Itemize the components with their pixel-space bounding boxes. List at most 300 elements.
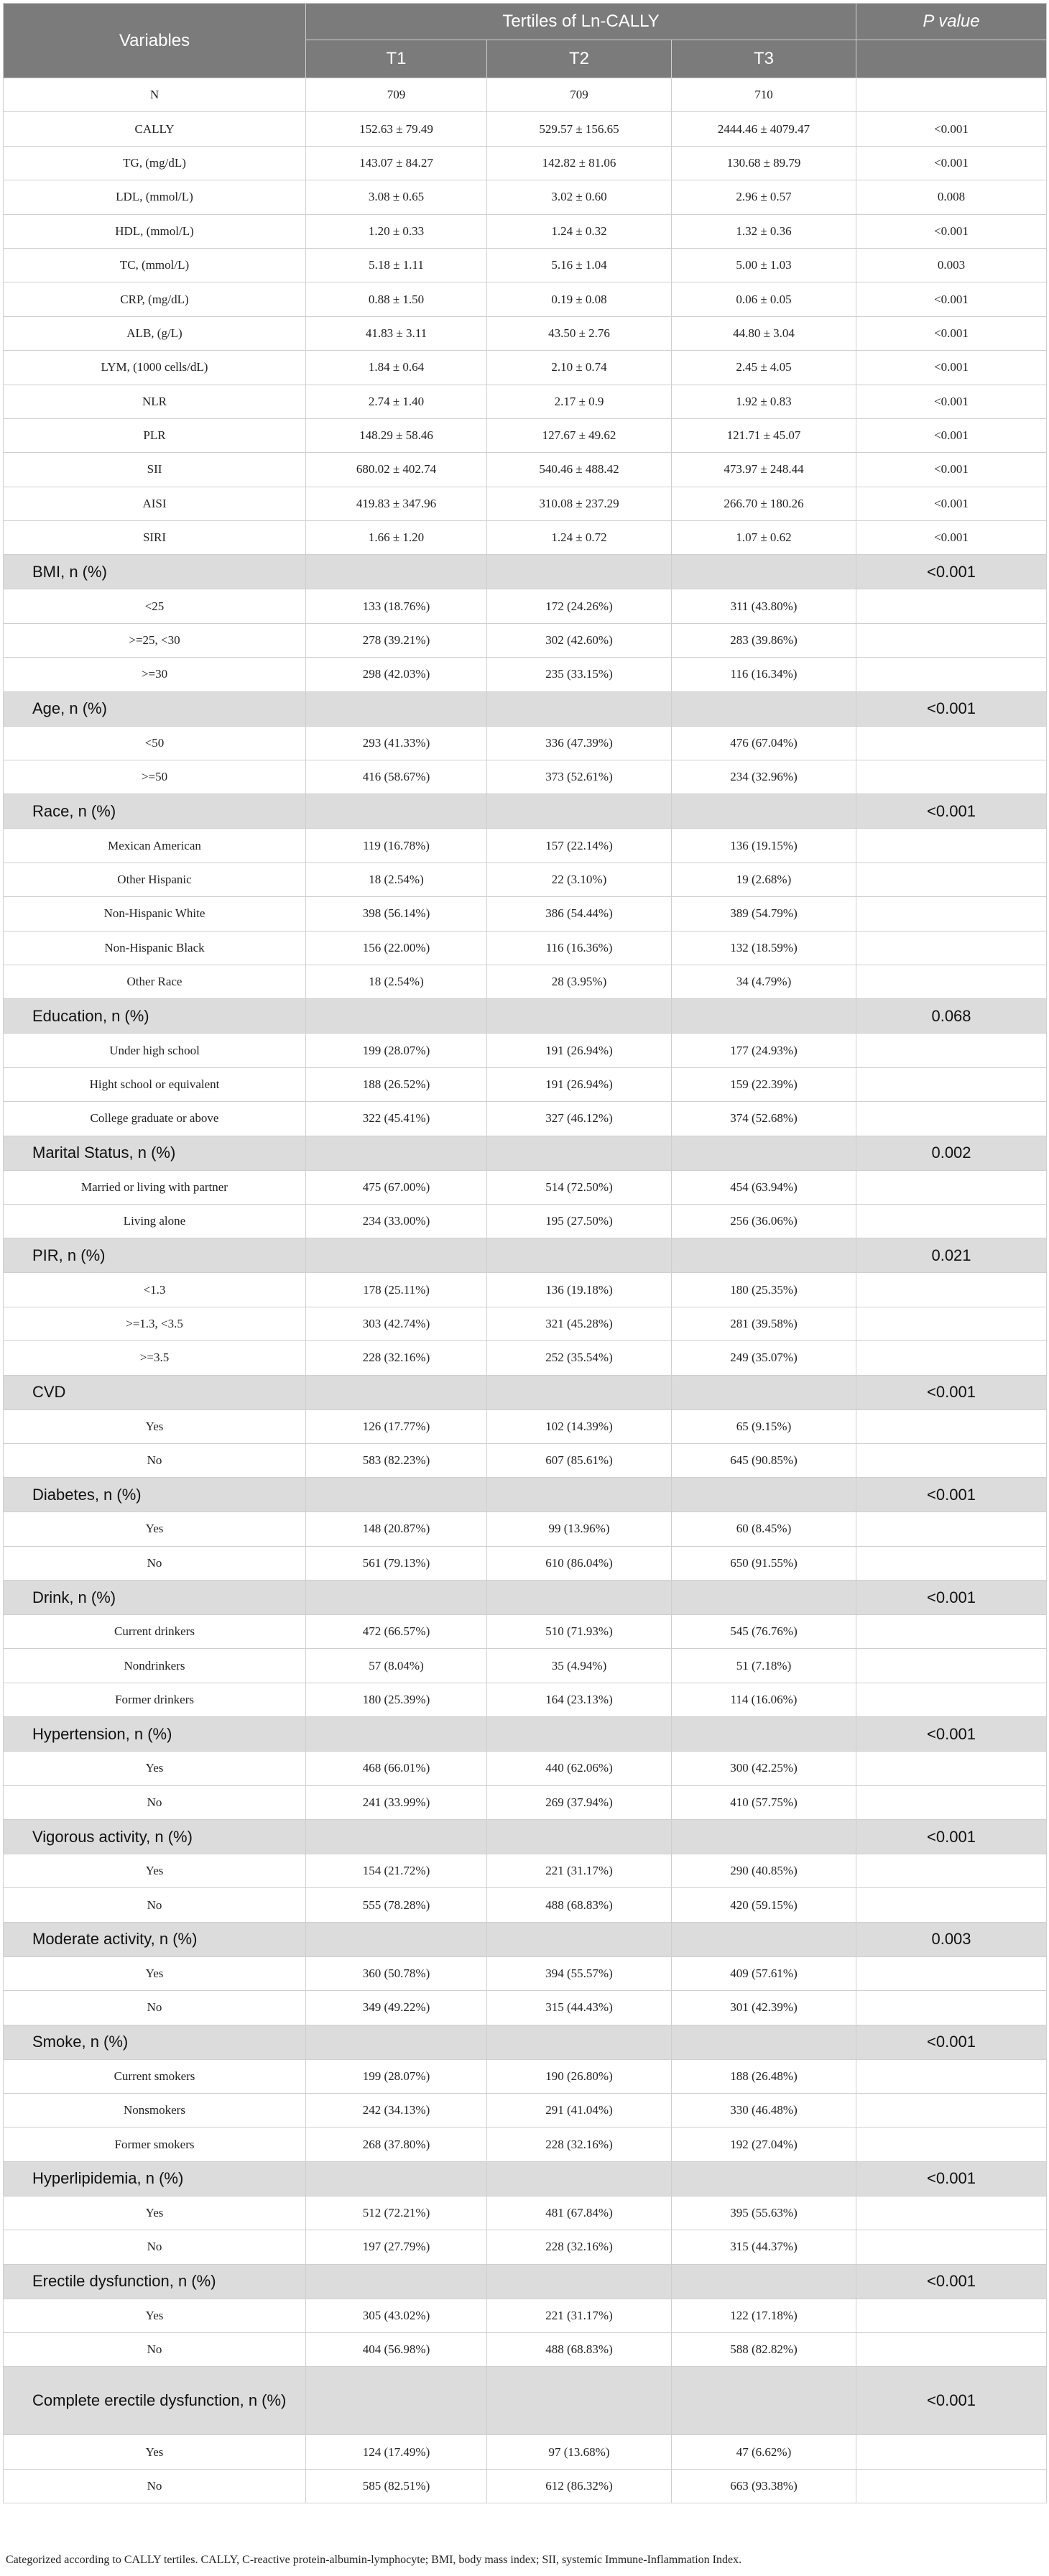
table-row	[4, 760, 1047, 794]
cell-p-value	[856, 1512, 1047, 1546]
cell-t3: 188 (26.48%)	[672, 2059, 856, 2093]
table-row	[4, 726, 1047, 760]
cell-t1: 0.88 ± 1.50	[306, 282, 487, 316]
table-row	[4, 1991, 1047, 2025]
row-label: Former smokers	[4, 2128, 306, 2161]
cell-t2: 540.46 ± 488.42	[487, 453, 672, 487]
cell-t1: 18 (2.54%)	[306, 965, 487, 998]
cell-t1: 305 (43.02%)	[306, 2299, 487, 2332]
row-label: CRP, (mg/dL)	[4, 282, 306, 316]
row-label: No	[4, 2469, 306, 2503]
row-label: HDL, (mmol/L)	[4, 214, 306, 248]
cell-t1: 57 (8.04%)	[306, 1649, 487, 1683]
category-p-value: <0.001	[856, 1375, 1047, 1409]
category-empty-t2	[487, 691, 672, 726]
category-empty-t3	[672, 1717, 856, 1752]
cell-t3: 177 (24.93%)	[672, 1034, 856, 1067]
cell-t2: 440 (62.06%)	[487, 1752, 672, 1785]
cell-t1: 680.02 ± 402.74	[306, 453, 487, 487]
table-row	[4, 2299, 1047, 2332]
category-empty-t2	[487, 1375, 672, 1409]
table-row	[4, 487, 1047, 520]
cell-t3: 1.92 ± 0.83	[672, 385, 856, 418]
category-row	[4, 1238, 1047, 1273]
cell-p-value	[856, 829, 1047, 862]
cell-p-value	[856, 2332, 1047, 2366]
cell-p-value: <0.001	[856, 351, 1047, 385]
cell-p-value: 0.008	[856, 180, 1047, 214]
category-empty-t3	[672, 2161, 856, 2196]
category-p-value: <0.001	[856, 2161, 1047, 2196]
row-label: Living alone	[4, 1204, 306, 1238]
row-label: CALLY	[4, 112, 306, 146]
category-empty-t1	[306, 691, 487, 726]
cell-t2: 610 (86.04%)	[487, 1546, 672, 1580]
cell-t1: 404 (56.98%)	[306, 2332, 487, 2366]
cell-t1: 709	[306, 78, 487, 112]
table-row	[4, 1443, 1047, 1477]
cell-p-value	[856, 1649, 1047, 1683]
table-row	[4, 1102, 1047, 1136]
cell-p-value: <0.001	[856, 453, 1047, 487]
cell-p-value	[856, 1067, 1047, 1101]
row-label: Yes	[4, 2435, 306, 2469]
cell-t2: 142.82 ± 81.06	[487, 146, 672, 180]
cell-t2: 191 (26.94%)	[487, 1067, 672, 1101]
cell-t2: 315 (44.43%)	[487, 1991, 672, 2025]
table-row	[4, 418, 1047, 452]
table-row	[4, 862, 1047, 896]
cell-p-value	[856, 897, 1047, 931]
row-label: No	[4, 2230, 306, 2264]
category-p-value: <0.001	[856, 2264, 1047, 2299]
row-label: >=3.5	[4, 1341, 306, 1375]
cell-t1: 360 (50.78%)	[306, 1956, 487, 1990]
category-p-value: <0.001	[856, 691, 1047, 726]
table-row	[4, 2469, 1047, 2503]
cell-t1: 398 (56.14%)	[306, 897, 487, 931]
cell-t2: 127.67 ± 49.62	[487, 418, 672, 452]
cell-t3: 300 (42.25%)	[672, 1752, 856, 1785]
cell-t3: 256 (36.06%)	[672, 1204, 856, 1238]
category-empty-t1	[306, 2367, 487, 2435]
cell-t2: 35 (4.94%)	[487, 1649, 672, 1683]
category-label: Complete erectile dysfunction, n (%)	[4, 2367, 306, 2435]
category-label: Drink, n (%)	[4, 1581, 306, 1615]
cell-t1: 188 (26.52%)	[306, 1067, 487, 1101]
cell-t3: 2.45 ± 4.05	[672, 351, 856, 385]
cell-p-value	[856, 1888, 1047, 1922]
header-t3: T3	[672, 40, 856, 78]
cell-t2: 510 (71.93%)	[487, 1615, 672, 1649]
row-label: PLR	[4, 418, 306, 452]
cell-p-value	[856, 1102, 1047, 1136]
cell-t2: 43.50 ± 2.76	[487, 316, 672, 350]
cell-p-value	[856, 2196, 1047, 2230]
cell-p-value	[856, 1170, 1047, 1204]
category-empty-t1	[306, 1136, 487, 1170]
row-label: ALB, (g/L)	[4, 316, 306, 350]
cell-t1: 199 (28.07%)	[306, 1034, 487, 1067]
cell-p-value	[856, 1785, 1047, 1819]
table-row	[4, 1888, 1047, 1922]
cell-t3: 281 (39.58%)	[672, 1307, 856, 1340]
category-empty-t1	[306, 1717, 487, 1752]
cell-p-value: <0.001	[856, 112, 1047, 146]
category-empty-t2	[487, 1581, 672, 1615]
cell-t3: 51 (7.18%)	[672, 1649, 856, 1683]
row-label: Yes	[4, 1512, 306, 1546]
cell-t1: 268 (37.80%)	[306, 2128, 487, 2161]
cell-t3: 374 (52.68%)	[672, 1102, 856, 1136]
table-row	[4, 1170, 1047, 1204]
category-empty-t2	[487, 1478, 672, 1512]
cell-t2: 228 (32.16%)	[487, 2128, 672, 2161]
cell-t2: 310.08 ± 237.29	[487, 487, 672, 520]
cell-t1: 298 (42.03%)	[306, 658, 487, 691]
table-container	[3, 3, 1046, 2503]
cell-p-value: <0.001	[856, 282, 1047, 316]
cell-t3: 65 (9.15%)	[672, 1409, 856, 1443]
row-label: No	[4, 1785, 306, 1819]
table-row	[4, 1649, 1047, 1683]
header-variables: Variables	[4, 4, 306, 78]
cell-t2: 529.57 ± 156.65	[487, 112, 672, 146]
table-row	[4, 180, 1047, 214]
category-p-value: 0.002	[856, 1136, 1047, 1170]
cell-t2: 191 (26.94%)	[487, 1034, 672, 1067]
category-p-value: 0.003	[856, 1922, 1047, 1956]
table-row	[4, 1034, 1047, 1067]
row-label: Current drinkers	[4, 1615, 306, 1649]
category-p-value: <0.001	[856, 1581, 1047, 1615]
cell-t3: 710	[672, 78, 856, 112]
cell-p-value	[856, 1443, 1047, 1477]
row-label: Nondrinkers	[4, 1649, 306, 1683]
table-row	[4, 2059, 1047, 2093]
cell-p-value	[856, 1204, 1047, 1238]
footnote: Categorized according to CALLY tertiles. CALLY, C-reactive protein-albumin-lymphocyte; BMI, body mass index; SII, systemic Immune-Inflammation Index.	[6, 2554, 742, 2566]
cell-t1: 585 (82.51%)	[306, 2469, 487, 2503]
table-row	[4, 965, 1047, 998]
cell-t1: 512 (72.21%)	[306, 2196, 487, 2230]
cell-t1: 148 (20.87%)	[306, 1512, 487, 1546]
cell-t2: 2.17 ± 0.9	[487, 385, 672, 418]
cell-t1: 349 (49.22%)	[306, 1991, 487, 2025]
table-row	[4, 2128, 1047, 2161]
table-row	[4, 931, 1047, 965]
cell-t1: 2.74 ± 1.40	[306, 385, 487, 418]
cell-p-value	[856, 2230, 1047, 2264]
table-row	[4, 2093, 1047, 2127]
cell-p-value	[856, 2093, 1047, 2127]
cell-t1: 119 (16.78%)	[306, 829, 487, 862]
table-row	[4, 521, 1047, 555]
cell-t1: 322 (45.41%)	[306, 1102, 487, 1136]
category-p-value: <0.001	[856, 555, 1047, 589]
cell-t2: 321 (45.28%)	[487, 1307, 672, 1340]
cell-t2: 136 (19.18%)	[487, 1273, 672, 1307]
row-label: TC, (mmol/L)	[4, 248, 306, 282]
cell-t1: 152.63 ± 79.49	[306, 112, 487, 146]
category-empty-t2	[487, 1922, 672, 1956]
row-label: Yes	[4, 2299, 306, 2332]
cell-t3: 330 (46.48%)	[672, 2093, 856, 2127]
cell-p-value: <0.001	[856, 418, 1047, 452]
category-label: BMI, n (%)	[4, 555, 306, 589]
row-label: Mexican American	[4, 829, 306, 862]
category-row	[4, 1717, 1047, 1752]
table-row	[4, 1512, 1047, 1546]
cell-t3: 44.80 ± 3.04	[672, 316, 856, 350]
category-empty-t3	[672, 1478, 856, 1512]
cell-t1: 1.66 ± 1.20	[306, 521, 487, 555]
category-row	[4, 1581, 1047, 1615]
cell-p-value	[856, 1307, 1047, 1340]
category-empty-t1	[306, 1581, 487, 1615]
cell-t3: 409 (57.61%)	[672, 1956, 856, 1990]
cell-t2: 99 (13.96%)	[487, 1512, 672, 1546]
cell-t2: 221 (31.17%)	[487, 1854, 672, 1888]
row-label: Hight school or equivalent	[4, 1067, 306, 1101]
category-empty-t3	[672, 794, 856, 829]
cell-p-value: <0.001	[856, 146, 1047, 180]
cell-t3: 420 (59.15%)	[672, 1888, 856, 1922]
cell-t2: 612 (86.32%)	[487, 2469, 672, 2503]
cell-t2: 164 (23.13%)	[487, 1683, 672, 1716]
row-label: Current smokers	[4, 2059, 306, 2093]
cell-t1: 124 (17.49%)	[306, 2435, 487, 2469]
row-label: >=25, <30	[4, 623, 306, 657]
category-empty-t1	[306, 1820, 487, 1854]
cell-t2: 488 (68.83%)	[487, 1888, 672, 1922]
cell-p-value: <0.001	[856, 214, 1047, 248]
cell-t1: 41.83 ± 3.11	[306, 316, 487, 350]
table-row	[4, 897, 1047, 931]
category-empty-t1	[306, 1478, 487, 1512]
category-empty-t1	[306, 2264, 487, 2299]
cell-t2: 481 (67.84%)	[487, 2196, 672, 2230]
row-label: No	[4, 1888, 306, 1922]
category-label: Diabetes, n (%)	[4, 1478, 306, 1512]
cell-p-value	[856, 2469, 1047, 2503]
cell-t3: 234 (32.96%)	[672, 760, 856, 794]
cell-t3: 0.06 ± 0.05	[672, 282, 856, 316]
cell-t2: 190 (26.80%)	[487, 2059, 672, 2093]
category-label: PIR, n (%)	[4, 1238, 306, 1273]
cell-t1: 228 (32.16%)	[306, 1341, 487, 1375]
category-empty-t3	[672, 2025, 856, 2059]
cell-t2: 195 (27.50%)	[487, 1204, 672, 1238]
table-row	[4, 1785, 1047, 1819]
table-row	[4, 1956, 1047, 1990]
category-empty-t1	[306, 1922, 487, 1956]
cell-t3: 663 (93.38%)	[672, 2469, 856, 2503]
cell-t2: 386 (54.44%)	[487, 897, 672, 931]
cell-t1: 475 (67.00%)	[306, 1170, 487, 1204]
table-row	[4, 829, 1047, 862]
row-label: No	[4, 1991, 306, 2025]
cell-t2: 221 (31.17%)	[487, 2299, 672, 2332]
cell-t3: 116 (16.34%)	[672, 658, 856, 691]
category-row	[4, 2161, 1047, 2196]
row-label: >=1.3, <3.5	[4, 1307, 306, 1340]
table-row	[4, 78, 1047, 112]
table-row	[4, 112, 1047, 146]
cell-p-value	[856, 2299, 1047, 2332]
cell-t2: 1.24 ± 0.32	[487, 214, 672, 248]
row-label: SIRI	[4, 521, 306, 555]
cell-t3: 645 (90.85%)	[672, 1443, 856, 1477]
category-empty-t2	[487, 2161, 672, 2196]
cell-t1: 1.84 ± 0.64	[306, 351, 487, 385]
cell-p-value	[856, 965, 1047, 998]
table-header	[4, 4, 1047, 78]
cell-t3: 47 (6.62%)	[672, 2435, 856, 2469]
cell-t3: 122 (17.18%)	[672, 2299, 856, 2332]
cell-t1: 18 (2.54%)	[306, 862, 487, 896]
cell-t1: 303 (42.74%)	[306, 1307, 487, 1340]
cell-p-value: <0.001	[856, 316, 1047, 350]
category-p-value: <0.001	[856, 794, 1047, 829]
cell-t2: 2.10 ± 0.74	[487, 351, 672, 385]
cell-t3: 389 (54.79%)	[672, 897, 856, 931]
cell-p-value	[856, 1956, 1047, 1990]
cell-t1: 148.29 ± 58.46	[306, 418, 487, 452]
table-row	[4, 453, 1047, 487]
table-row	[4, 385, 1047, 418]
cell-t2: 235 (33.15%)	[487, 658, 672, 691]
cell-t2: 488 (68.83%)	[487, 2332, 672, 2366]
header-empty-cell	[856, 40, 1047, 78]
cell-t3: 454 (63.94%)	[672, 1170, 856, 1204]
category-empty-t3	[672, 555, 856, 589]
category-empty-t3	[672, 1375, 856, 1409]
category-empty-t1	[306, 2025, 487, 2059]
table-row	[4, 1854, 1047, 1888]
category-empty-t2	[487, 794, 672, 829]
cell-p-value	[856, 1991, 1047, 2025]
cell-p-value	[856, 78, 1047, 112]
cell-t3: 410 (57.75%)	[672, 1785, 856, 1819]
cell-p-value	[856, 2435, 1047, 2469]
cell-t2: 0.19 ± 0.08	[487, 282, 672, 316]
cell-t2: 22 (3.10%)	[487, 862, 672, 896]
cell-t1: 3.08 ± 0.65	[306, 180, 487, 214]
cell-p-value	[856, 1752, 1047, 1785]
table-row	[4, 282, 1047, 316]
row-label: No	[4, 1546, 306, 1580]
table-row	[4, 1546, 1047, 1580]
cell-t1: 472 (66.57%)	[306, 1615, 487, 1649]
cell-t3: 476 (67.04%)	[672, 726, 856, 760]
category-empty-t3	[672, 2264, 856, 2299]
category-empty-t2	[487, 2367, 672, 2435]
cell-t3: 315 (44.37%)	[672, 2230, 856, 2264]
cell-p-value	[856, 2128, 1047, 2161]
cell-t2: 157 (22.14%)	[487, 829, 672, 862]
cell-t2: 1.24 ± 0.72	[487, 521, 672, 555]
cell-t1: 1.20 ± 0.33	[306, 214, 487, 248]
category-p-value: <0.001	[856, 2367, 1047, 2435]
cell-t3: 395 (55.63%)	[672, 2196, 856, 2230]
cell-t1: 197 (27.79%)	[306, 2230, 487, 2264]
cell-t1: 278 (39.21%)	[306, 623, 487, 657]
cell-t2: 514 (72.50%)	[487, 1170, 672, 1204]
category-empty-t3	[672, 691, 856, 726]
row-label: >=30	[4, 658, 306, 691]
cell-t1: 180 (25.39%)	[306, 1683, 487, 1716]
row-label: No	[4, 1443, 306, 1477]
table-row	[4, 2435, 1047, 2469]
table-row	[4, 589, 1047, 623]
cell-t3: 473.97 ± 248.44	[672, 453, 856, 487]
row-label: Non-Hispanic Black	[4, 931, 306, 965]
cell-t2: 291 (41.04%)	[487, 2093, 672, 2127]
table-row	[4, 214, 1047, 248]
category-label: Hyperlipidemia, n (%)	[4, 2161, 306, 2196]
category-row	[4, 2367, 1047, 2435]
cell-p-value: <0.001	[856, 385, 1047, 418]
cell-t3: 311 (43.80%)	[672, 589, 856, 623]
cell-t3: 266.70 ± 180.26	[672, 487, 856, 520]
row-label: N	[4, 78, 306, 112]
cell-t3: 159 (22.39%)	[672, 1067, 856, 1101]
row-label: Other Hispanic	[4, 862, 306, 896]
category-row	[4, 794, 1047, 829]
category-empty-t1	[306, 1238, 487, 1273]
table-row	[4, 623, 1047, 657]
cell-t3: 180 (25.35%)	[672, 1273, 856, 1307]
category-label: Race, n (%)	[4, 794, 306, 829]
cell-t3: 130.68 ± 89.79	[672, 146, 856, 180]
row-label: Yes	[4, 1956, 306, 1990]
cell-t1: 241 (33.99%)	[306, 1785, 487, 1819]
table-row	[4, 1683, 1047, 1716]
category-label: Education, n (%)	[4, 999, 306, 1034]
cell-p-value	[856, 1854, 1047, 1888]
cell-t3: 290 (40.85%)	[672, 1854, 856, 1888]
cell-t1: 178 (25.11%)	[306, 1273, 487, 1307]
category-label: Vigorous activity, n (%)	[4, 1820, 306, 1854]
cell-t3: 545 (76.76%)	[672, 1615, 856, 1649]
category-empty-t3	[672, 1820, 856, 1854]
cell-t2: 3.02 ± 0.60	[487, 180, 672, 214]
category-row	[4, 1136, 1047, 1170]
table-row	[4, 248, 1047, 282]
cell-t1: 154 (21.72%)	[306, 1854, 487, 1888]
cell-t2: 172 (24.26%)	[487, 589, 672, 623]
category-empty-t2	[487, 1820, 672, 1854]
category-empty-t3	[672, 1922, 856, 1956]
cell-t2: 327 (46.12%)	[487, 1102, 672, 1136]
category-empty-t2	[487, 999, 672, 1034]
cell-t3: 136 (19.15%)	[672, 829, 856, 862]
cell-t1: 242 (34.13%)	[306, 2093, 487, 2127]
cell-t3: 283 (39.86%)	[672, 623, 856, 657]
category-empty-t2	[487, 1238, 672, 1273]
cell-t3: 34 (4.79%)	[672, 965, 856, 998]
cell-t1: 234 (33.00%)	[306, 1204, 487, 1238]
category-empty-t1	[306, 555, 487, 589]
cell-p-value: <0.001	[856, 521, 1047, 555]
cell-t3: 5.00 ± 1.03	[672, 248, 856, 282]
category-empty-t3	[672, 1581, 856, 1615]
row-label: College graduate or above	[4, 1102, 306, 1136]
cell-t2: 228 (32.16%)	[487, 2230, 672, 2264]
category-empty-t1	[306, 2161, 487, 2196]
category-empty-t3	[672, 999, 856, 1034]
